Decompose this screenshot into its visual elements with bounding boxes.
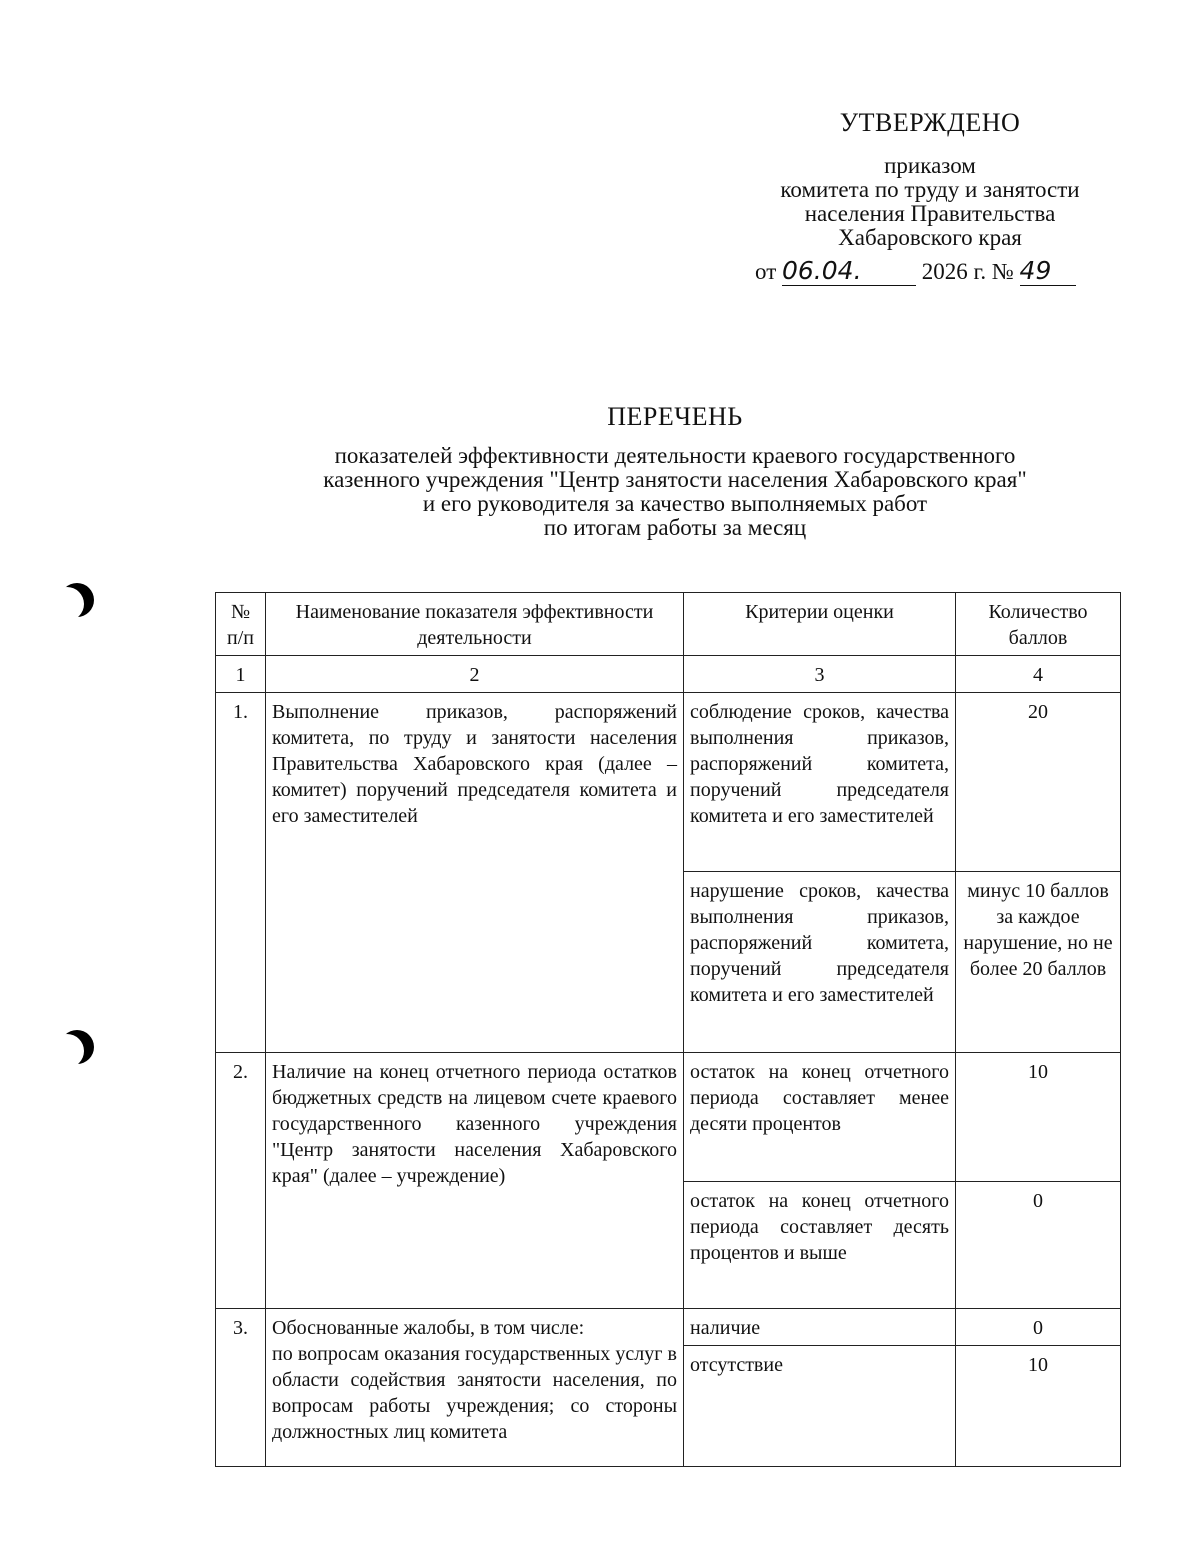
indicator-name: Выполнение приказов, распоряжений комитета, по труду и занятости населения Правительства Хабаровского края (далее – комитет) поручений председателя комитета и его заместителей: [266, 693, 684, 1053]
header-name: Наименование показателя эффективности деятельности: [266, 593, 684, 656]
handwritten-order-number: 49: [1020, 256, 1076, 286]
approval-line: комитета по труду и занятости: [780, 177, 1080, 202]
title-line: по итогам работы за месяц: [543, 515, 807, 540]
criteria-points: 10: [956, 1346, 1121, 1467]
title-heading: ПЕРЕЧЕНЬ: [607, 402, 743, 431]
binder-hole-mark: [60, 1030, 94, 1064]
table-row: [216, 1053, 1121, 1182]
criteria-points: 0: [956, 1309, 1121, 1346]
column-number: 2: [266, 656, 684, 693]
criteria-text: отсутствие: [684, 1346, 956, 1467]
table-row: [216, 693, 1121, 872]
title-line: казенного учреждения "Центр занятости населения Хабаровского края": [323, 467, 1027, 492]
document-title: [200, 402, 1150, 540]
indicator-name-rest: по вопросам оказания государственных услуг в области содействия занятости населения, по вопросам работы учреждения; со стороны должностных лиц комитета: [272, 1343, 677, 1443]
approval-line: Хабаровского края: [838, 225, 1022, 250]
criteria-text: остаток на конец отчетного периода составляет менее десяти процентов: [684, 1053, 956, 1182]
row-num: 3.: [216, 1309, 266, 1467]
criteria-text: остаток на конец отчетного периода составляет десять процентов и выше: [684, 1182, 956, 1309]
year-text: 2026 г. №: [921, 259, 1014, 284]
criteria-points: минус 10 баллов за каждое нарушение, но не более 20 баллов: [956, 872, 1121, 1053]
criteria-text: соблюдение сроков, качества выполнения приказов, распоряжений комитета, поручений председателя комитета и его заместителей: [684, 693, 956, 872]
approval-stamp: [700, 108, 1160, 286]
header-points: Количество баллов: [956, 593, 1121, 656]
handwritten-date: 06.04.: [782, 256, 916, 286]
indicator-name: Наличие на конец отчетного периода остатков бюджетных средств на лицевом счете краевого государственного казенного учреждения "Центр занятости населения Хабаровского края" (далее – учреждение): [266, 1053, 684, 1309]
approval-date-line: [700, 256, 1160, 286]
title-line: показателей эффективности деятельности краевого государственного: [334, 443, 1016, 468]
criteria-points: 0: [956, 1182, 1121, 1309]
indicators-table: [215, 592, 1121, 1467]
criteria-text: наличие: [684, 1309, 956, 1346]
criteria-points: 20: [956, 693, 1121, 872]
column-number: 4: [956, 656, 1121, 693]
table-header-row: [216, 593, 1121, 656]
row-num: 1.: [216, 693, 266, 1053]
column-number: 1: [216, 656, 266, 693]
header-num: № п/п: [216, 593, 266, 656]
date-prefix: от: [755, 259, 777, 284]
approval-line: населения Правительства: [804, 201, 1056, 226]
approval-line: приказом: [884, 153, 976, 178]
criteria-text: нарушение сроков, качества выполнения приказов, распоряжений комитета, поручений председателя комитета и его заместителей: [684, 872, 956, 1053]
column-number-row: [216, 656, 1121, 693]
indicator-name: [266, 1309, 684, 1467]
row-num: 2.: [216, 1053, 266, 1309]
criteria-points: 10: [956, 1053, 1121, 1182]
approval-heading: УТВЕРЖДЕНО: [839, 108, 1021, 137]
title-line: и его руководителя за качество выполняемых работ: [422, 491, 928, 516]
indicator-name-first: Обоснованные жалобы, в том числе:: [272, 1317, 585, 1339]
table-row: [216, 1309, 1121, 1346]
binder-hole-mark: [60, 583, 94, 617]
column-number: 3: [684, 656, 956, 693]
header-criteria: Критерии оценки: [684, 593, 956, 656]
